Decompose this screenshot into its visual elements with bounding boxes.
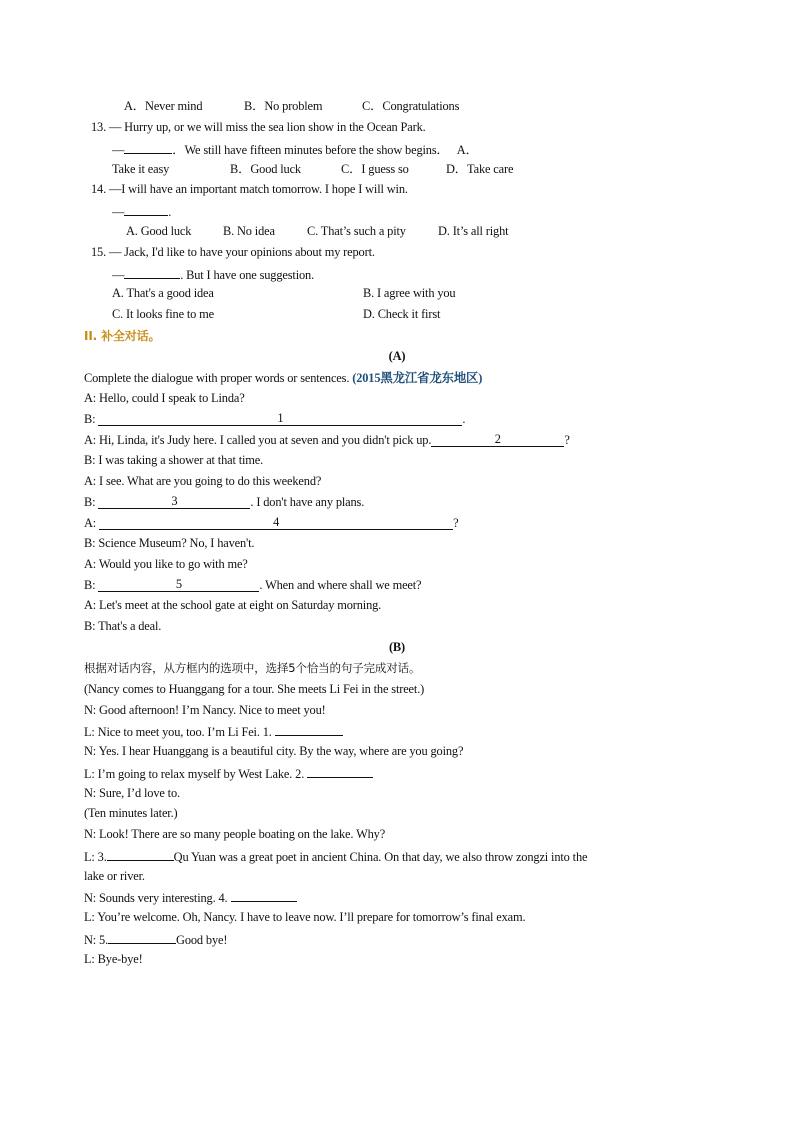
q12-option-c: C．Congratulations bbox=[362, 99, 460, 113]
q14-reply bbox=[112, 203, 171, 220]
q15-option-d: D. Check it first bbox=[363, 307, 441, 321]
blank-1-number: 1 bbox=[277, 411, 284, 425]
source-tag: (2015黑龙江省龙东地区) bbox=[352, 371, 483, 385]
dialogue-b-line-5 bbox=[84, 578, 421, 593]
q13-stem: 13. — Hurry up, or we will miss the sea lion show in the Ocean Park. bbox=[91, 120, 426, 134]
q15-stem: 15. — Jack, I'd like to have your opinions about my report. bbox=[91, 245, 375, 259]
dialogue-b-line-1 bbox=[84, 412, 465, 427]
speaker-b: B: bbox=[84, 495, 96, 509]
blank-3 bbox=[98, 495, 250, 509]
part-b-n4: N: Look! There are so many people boating on the lake. Why? bbox=[84, 827, 386, 841]
part-b-l1 bbox=[84, 723, 343, 740]
q13-option-b: B．Good luck bbox=[230, 162, 301, 176]
dialogue-b-line-3 bbox=[84, 495, 364, 510]
blank-4 bbox=[99, 516, 453, 530]
q13-option-a-text: Take it easy bbox=[112, 162, 170, 176]
part-b-l3 bbox=[84, 848, 587, 865]
q13-reply-text: ．We still have fifteen minutes before the show begins． bbox=[172, 143, 449, 157]
blank-3-number: 3 bbox=[171, 494, 178, 508]
q12-option-b: B．No problem bbox=[244, 99, 323, 113]
blank-5-number: 5 bbox=[175, 577, 182, 591]
speaker-a: A: bbox=[84, 516, 97, 530]
part-b-instruction: 根据对话内容，从方框内的选项中，选择5个恰当的句子完成对话。 bbox=[84, 661, 421, 675]
q14-reply-end: . bbox=[168, 205, 172, 219]
part-b-n1: N: Good afternoon! I’m Nancy. Nice to meet you! bbox=[84, 703, 326, 717]
l3-prefix: L: 3. bbox=[84, 850, 107, 864]
a2-text: A: Hi, Linda, it's Judy here. I called you at seven and you didn't pick up. bbox=[84, 433, 432, 447]
part-a-instruction bbox=[84, 371, 482, 386]
dialogue-a-line-4 bbox=[84, 516, 458, 531]
part-b-l2 bbox=[84, 765, 373, 782]
q15-reply bbox=[112, 266, 314, 283]
q13-reply bbox=[112, 141, 478, 158]
part-b-label: (B) bbox=[388, 640, 406, 654]
q13-reply-dash: — bbox=[112, 143, 125, 157]
dialogue-a-line-6: A: Let's meet at the school gate at eight on Saturday morning. bbox=[84, 598, 382, 612]
dialogue-a-line-2 bbox=[84, 433, 570, 448]
q15-option-b: B. I agree with you bbox=[363, 286, 456, 300]
instruction-text: Complete the dialogue with proper words or sentences. bbox=[84, 371, 350, 385]
q14-reply-dash: — bbox=[112, 205, 125, 219]
l2-text: L: I’m going to relax myself by West Lake. 2. bbox=[84, 767, 305, 781]
part-b-blank-4 bbox=[231, 889, 297, 902]
q15-reply-dash: — bbox=[112, 268, 125, 282]
blank-2 bbox=[431, 433, 564, 447]
q14-stem: 14. —I will have an important match tomorrow. I hope I will win. bbox=[91, 182, 408, 196]
part-b-n6 bbox=[84, 931, 227, 948]
part-b-n5 bbox=[84, 889, 297, 906]
blank-4-number: 4 bbox=[273, 515, 280, 529]
blank-1-end: . bbox=[462, 412, 466, 426]
part-b-blank-2 bbox=[307, 765, 373, 778]
q14-option-c: C. That’s such a pity bbox=[307, 224, 406, 238]
blank-2-number: 2 bbox=[494, 432, 501, 446]
part-b-n2: N: Yes. I hear Huanggang is a beautiful city. By the way, where are you going? bbox=[84, 744, 464, 758]
part-b-context: (Nancy comes to Huanggang for a tour. She meets Li Fei in the street.) bbox=[84, 682, 425, 696]
dialogue-a-line-1: A: Hello, could I speak to Linda? bbox=[84, 391, 245, 405]
n5-text: N: Sounds very interesting. 4. bbox=[84, 891, 228, 905]
q13-option-a-label: A． bbox=[456, 143, 478, 157]
part-b-blank-1 bbox=[275, 723, 343, 736]
dialogue-b-line-6: B: That's a deal. bbox=[84, 619, 162, 633]
q14-option-d: D. It’s all right bbox=[438, 224, 509, 238]
q14-option-b: B. No idea bbox=[223, 224, 275, 238]
blank-5 bbox=[98, 578, 259, 592]
q12-option-a: A．Never mind bbox=[124, 99, 203, 113]
dialogue-b-line-4: B: Science Museum? No, I haven't. bbox=[84, 536, 255, 550]
q15-reply-text: . But I have one suggestion. bbox=[180, 268, 315, 282]
part-a-label: (A) bbox=[388, 349, 406, 363]
blank-1 bbox=[98, 412, 462, 426]
speaker-b: B: bbox=[84, 578, 96, 592]
part-b-later: (Ten minutes later.) bbox=[84, 806, 178, 820]
b5-end: . When and where shall we meet? bbox=[259, 578, 422, 592]
section-2-heading: II. 补全对话。 bbox=[84, 329, 161, 343]
part-b-n3: N: Sure, I’d love to. bbox=[84, 786, 180, 800]
speaker-b: B: bbox=[84, 412, 96, 426]
n6-text: Good bye! bbox=[176, 933, 228, 947]
part-b-blank-5 bbox=[108, 931, 176, 944]
part-b-l3-cont: lake or river. bbox=[84, 869, 145, 883]
part-b-l5: L: Bye-bye! bbox=[84, 952, 143, 966]
part-b-l4: L: You’re welcome. Oh, Nancy. I have to leave now. I’ll prepare for tomorrow’s final exam. bbox=[84, 910, 526, 924]
q13-option-c: C．I guess so bbox=[341, 162, 409, 176]
q15-answer-blank bbox=[124, 266, 180, 279]
l3-text: Qu Yuan was a great poet in ancient China. On that day, we also throw zongzi into the bbox=[173, 850, 588, 864]
part-b-blank-3 bbox=[107, 848, 174, 861]
q14-answer-blank bbox=[124, 203, 168, 216]
l1-text: L: Nice to meet you, too. I’m Li Fei. 1. bbox=[84, 725, 272, 739]
blank-2-end: ? bbox=[564, 433, 570, 447]
n6-prefix: N: 5. bbox=[84, 933, 109, 947]
q14-option-a: A. Good luck bbox=[126, 224, 192, 238]
q13-answer-blank bbox=[124, 141, 172, 154]
dialogue-b-line-2: B: I was taking a shower at that time. bbox=[84, 453, 264, 467]
q15-option-c: C. It looks fine to me bbox=[112, 307, 215, 321]
q13-option-d: D．Take care bbox=[446, 162, 514, 176]
dialogue-a-line-3: A: I see. What are you going to do this weekend? bbox=[84, 474, 322, 488]
dialogue-a-line-5: A: Would you like to go with me? bbox=[84, 557, 248, 571]
q15-option-a: A. That's a good idea bbox=[112, 286, 214, 300]
blank-4-end: ? bbox=[453, 516, 459, 530]
b3-end: . I don't have any plans. bbox=[250, 495, 365, 509]
